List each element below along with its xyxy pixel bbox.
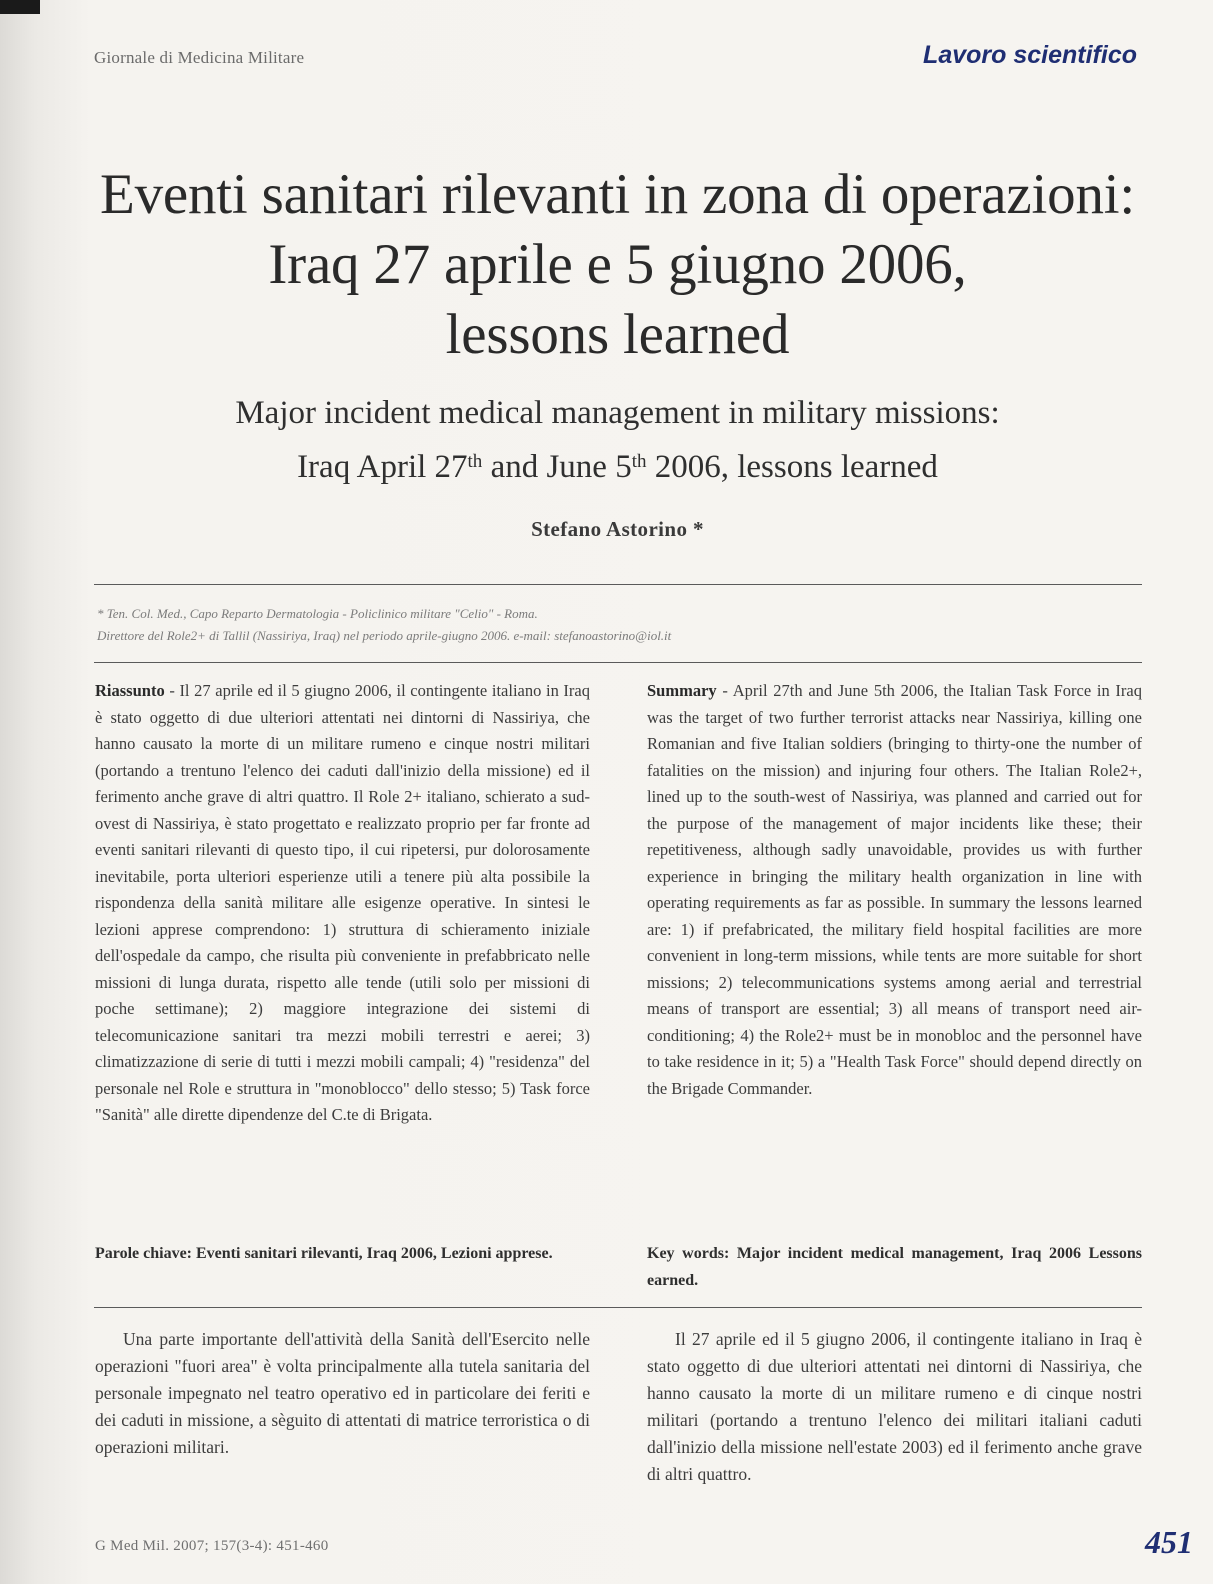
subtitle-part-a: Iraq April 27 — [297, 449, 468, 485]
abstract-italian — [95, 678, 590, 1129]
abstract-italian-label: Riassunto — [95, 681, 165, 700]
divider-abstract — [94, 662, 1142, 663]
article-subtitle — [70, 386, 1165, 494]
affiliation-line-1: * Ten. Col. Med., Capo Reparto Dermatologia - Policlinico militare "Celio" - Roma. — [97, 606, 538, 621]
article-title — [70, 160, 1165, 370]
title-line-2: Iraq 27 aprile e 5 giugno 2006, — [268, 233, 967, 296]
subtitle-part-b: and June 5 — [482, 449, 632, 485]
journal-name: Giornale di Medicina Militare — [94, 48, 305, 67]
subtitle-part-c: 2006, lessons learned — [646, 449, 938, 485]
divider-body — [94, 1307, 1142, 1308]
author-name: Stefano Astorino * — [531, 517, 704, 541]
abstract-italian-text: - Il 27 aprile ed il 5 giugno 2006, il contingente italiano in Iraq è stato oggetto di due ulteriori attentati nei dintorni di Nassiriya, che hanno causato la morte di un militare rumeno e cinque nostri militari (portando a trentuno l'elenco dei caduti dall'inizio della missione) ed il ferimento anche grave di altri quattro. Il Role 2+ italiano, schierato a sud-ovest di Nassiriya, è stato progettato e realizzato proprio per far fronte ad eventi sanitari rilevanti di questo tipo, il cui ripetersi, pur dolorosamente inevitabile, porta ulteriori esperienze utili a tenere più alta possibile la rispondenza della sanità militare alle esigenze operative. In sintesi le lezioni apprese comprendono: 1) struttura di schieramento iniziale dell'ospedale da campo, che risulta più conveniente in prefabbricato nelle missioni di lunga durata, rispetto alle tende (utili solo per missioni di poche settimane); 2) maggiore integrazione dei sistemi di telecomunicazione sanitari tra mezzi mobili terrestri e aerei; 3) climatizzazione di serie di tutti i mezzi mobili campali; 4) "residenza" del personale nel Role e struttura in "monoblocco" dello stesso; 5) Task force "Sanità" alle dirette dipendenze del C.te di Brigata. — [95, 681, 590, 1124]
subtitle-sup-1: th — [467, 451, 483, 472]
title-line-3: lessons learned — [445, 303, 790, 366]
abstract-english-text: - April 27th and June 5th 2006, the Italian Task Force in Iraq was the target of two further terrorist attacks near Nassiriya, killing one Romanian and five Italian soldiers (bringing to thirty-one the number of fatalities on the mission) and injuring four others. The Italian Role2+, lined up to the south-west of Nassiriya, was planned and carried out for the purpose of the management of major incidents like these; their repetitiveness, although sadly unavoidable, provides us with further experience in bringing the military health organization in line with operating requirements as far as possible. In summary the lessons learned are: 1) if prefabricated, the military field hospital facilities are more convenient in long-term missions, while tents are more suitable for short missions; 2) telecommunications systems among aerial and terrestrial means of transport are essential; 3) all means of transport need air-conditioning; 4) the Role2+ must be in monobloc and the personnel have to take residence in it; 5) a "Health Task Force" should depend directly on the Brigade Commander. — [647, 681, 1142, 1098]
affiliation-line-2: Direttore del Role2+ di Tallil (Nassiriya, Iraq) nel periodo aprile-giugno 2006. e-mail: stefanoastorino@iol.it — [97, 628, 672, 643]
page-number: 451 — [1145, 1524, 1193, 1560]
subtitle-sup-2: th — [631, 451, 647, 472]
divider-top — [94, 584, 1142, 585]
abstract-english — [647, 678, 1142, 1102]
body-paragraph-right: Il 27 aprile ed il 5 giugno 2006, il contingente italiano in Iraq è stato oggetto di due ulteriori attentati nei dintorni di Nassiriya, che hanno causato la morte di un militare rumeno e di cinque nostri militari (portando a trentuno l'elenco dei militari italiani caduti dall'inizio della missione nell'estate 2003) ed il ferimento anche grave di altri quattro. — [647, 1329, 1142, 1484]
subtitle-line-2 — [70, 440, 1165, 494]
title-line-1: Eventi sanitari rilevanti in zona di operazioni: — [99, 163, 1136, 226]
scan-edge-shadow — [0, 0, 40, 14]
keywords-english: Key words: Major incident medical management, Iraq 2006 Lessons earned. — [647, 1245, 1142, 1289]
abstract-english-label: Summary — [647, 681, 717, 700]
body-paragraph-left: Una parte importante dell'attività della Sanità dell'Esercito nelle operazioni "fuori area" è volta principalmente alla tutela sanitaria del personale impegnato nel teatro operativo ed in particolare dei feriti e dei caduti in missione, a sèguito di attentati di matrice terroristica o di operazioni militari. — [95, 1329, 590, 1457]
author-affiliation — [97, 603, 1137, 647]
footer-citation: G Med Mil. 2007; 157(3-4): 451-460 — [95, 1538, 329, 1554]
section-label: Lavoro scientifico — [923, 41, 1137, 69]
subtitle-line-1: Major incident medical management in military missions: — [235, 395, 1000, 431]
keywords-italian: Parole chiave: Eventi sanitari rilevanti, Iraq 2006, Lezioni apprese. — [95, 1245, 553, 1262]
